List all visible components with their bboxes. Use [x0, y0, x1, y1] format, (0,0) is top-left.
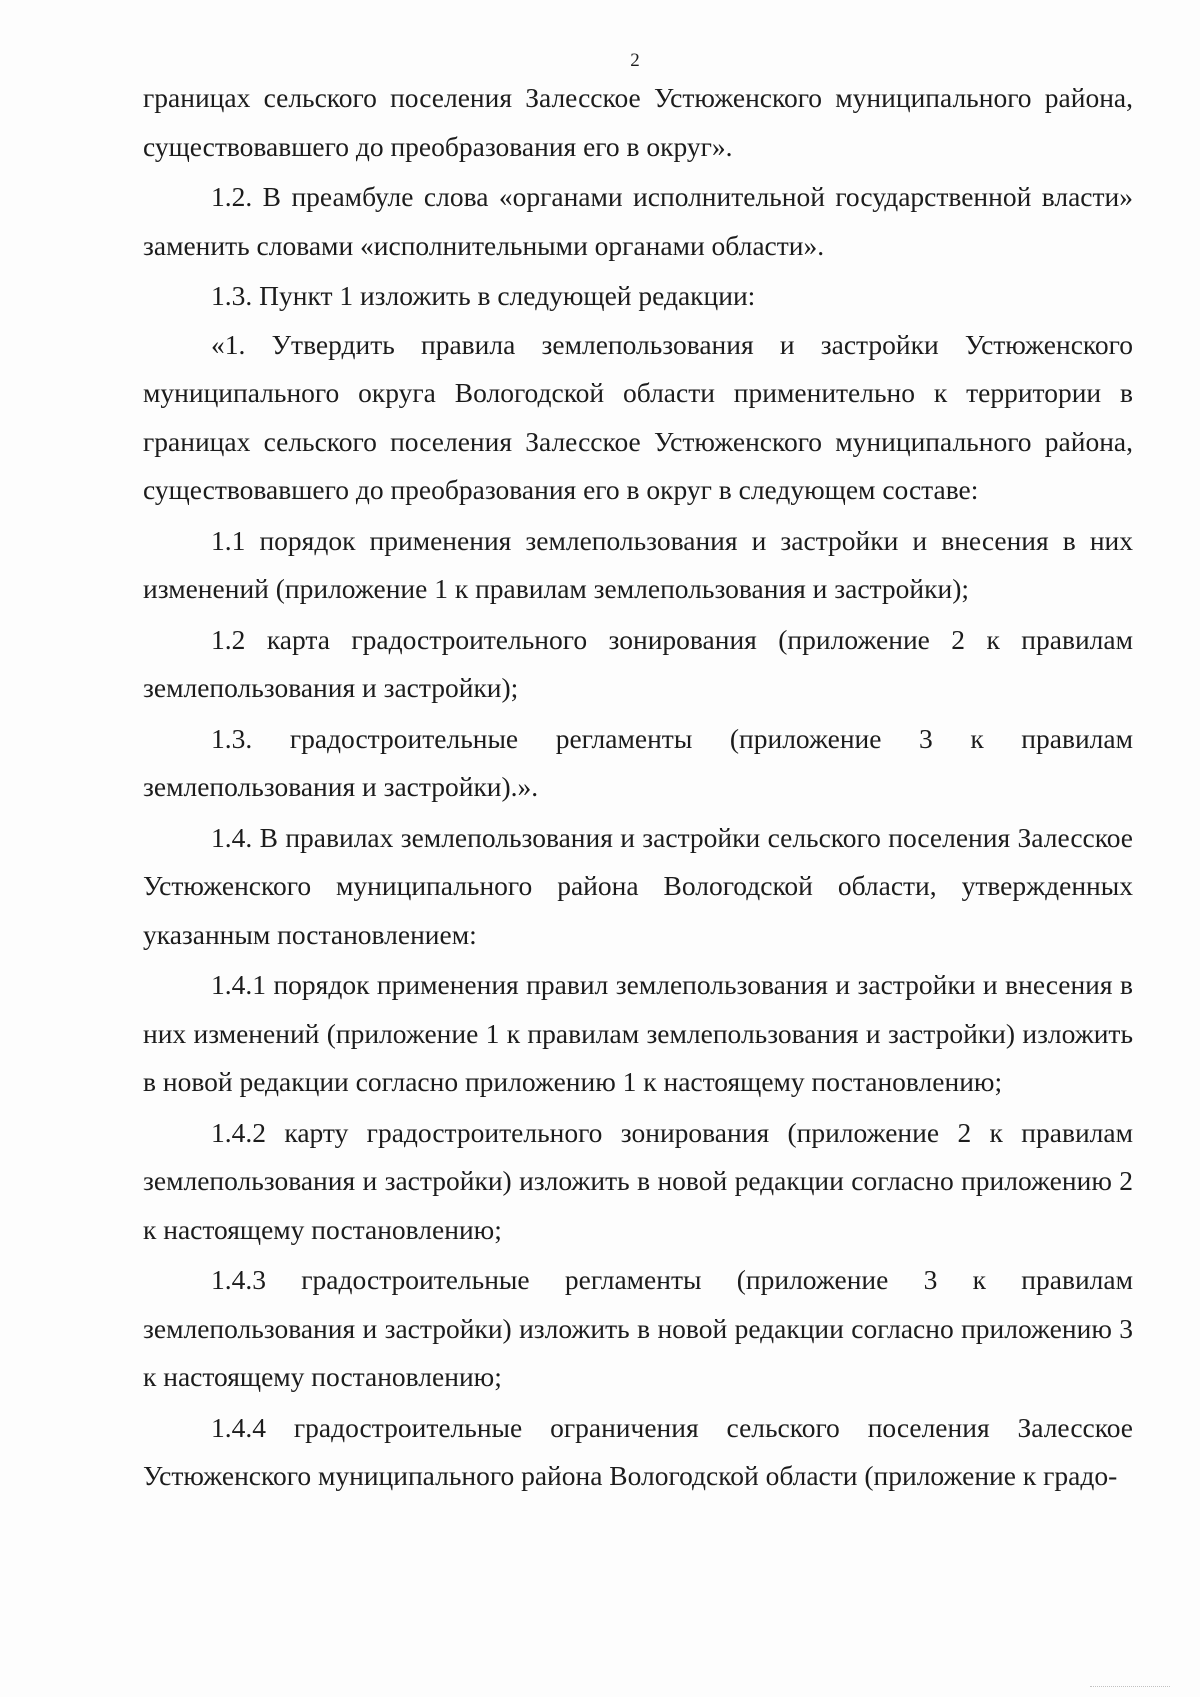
paragraph-1-4: 1.4. В правилах землепользования и застройки сельского поселения Залесское Устюженского муниципального района Вологодской области, утвержденных указанным постановлением: — [143, 821, 1133, 950]
scan-artifact — [1090, 1686, 1170, 1693]
paragraph-continuation: границах сельского поселения Залесское Устюженского муниципального района, существовавшего до преобразования его в округ». — [143, 82, 1133, 162]
paragraph-1-4-1: 1.4.1 порядок применения правил землепользования и застройки и внесения в них изменений (приложение 1 к правилам землепользования и застройки) изложить в новой редакции согласно приложению 1 к настоящему постановлению; — [143, 969, 1133, 1097]
paragraph-1-4-3: 1.4.3 градостроительные регламенты (приложение 3 к правилам землепользования и застройки) изложить в новой редакции согласно приложению 3 к настоящему постановлению; — [143, 1264, 1133, 1392]
paragraph-1-3-regulations: 1.3. градостроительные регламенты (приложение 3 к правилам землепользования и застройки).». — [143, 722, 1133, 802]
paragraph-1-4-4: 1.4.4 градостроительные ограничения сельского поселения Залесское Устюженского муниципального района Вологодской области (приложение к градо- — [143, 1411, 1133, 1491]
paragraph-1-3: 1.3. Пункт 1 изложить в следующей редакции: — [211, 280, 756, 311]
paragraph-1-1-order: 1.1 порядок применения землепользования и застройки и внесения в них изменений (приложение 1 к правилам землепользования и застройки); — [143, 524, 1133, 604]
paragraph-quoted-item-1: «1. Утвердить правила землепользования и застройки Устюженского муниципального округа Вологодской области применительно к территории в границах сельского поселения Залесское Устюженского муниципального района, существовавшего до преобразования его в округ в следующем составе: — [143, 328, 1133, 505]
document-body — [143, 74, 1133, 1501]
paragraph-1-2-map: 1.2 карта градостроительного зонирования (приложение 2 к правилам землепользования и застройки); — [143, 623, 1133, 703]
page-number: 2 — [630, 50, 640, 71]
paragraph-1-4-2: 1.4.2 карту градостроительного зонирования (приложение 2 к правилам землепользования и застройки) изложить в новой редакции согласно приложению 2 к настоящему постановлению; — [143, 1116, 1133, 1245]
paragraph-1-2: 1.2. В преамбуле слова «органами исполнительной государственной власти» заменить словами «исполнительными органами области». — [143, 181, 1133, 261]
